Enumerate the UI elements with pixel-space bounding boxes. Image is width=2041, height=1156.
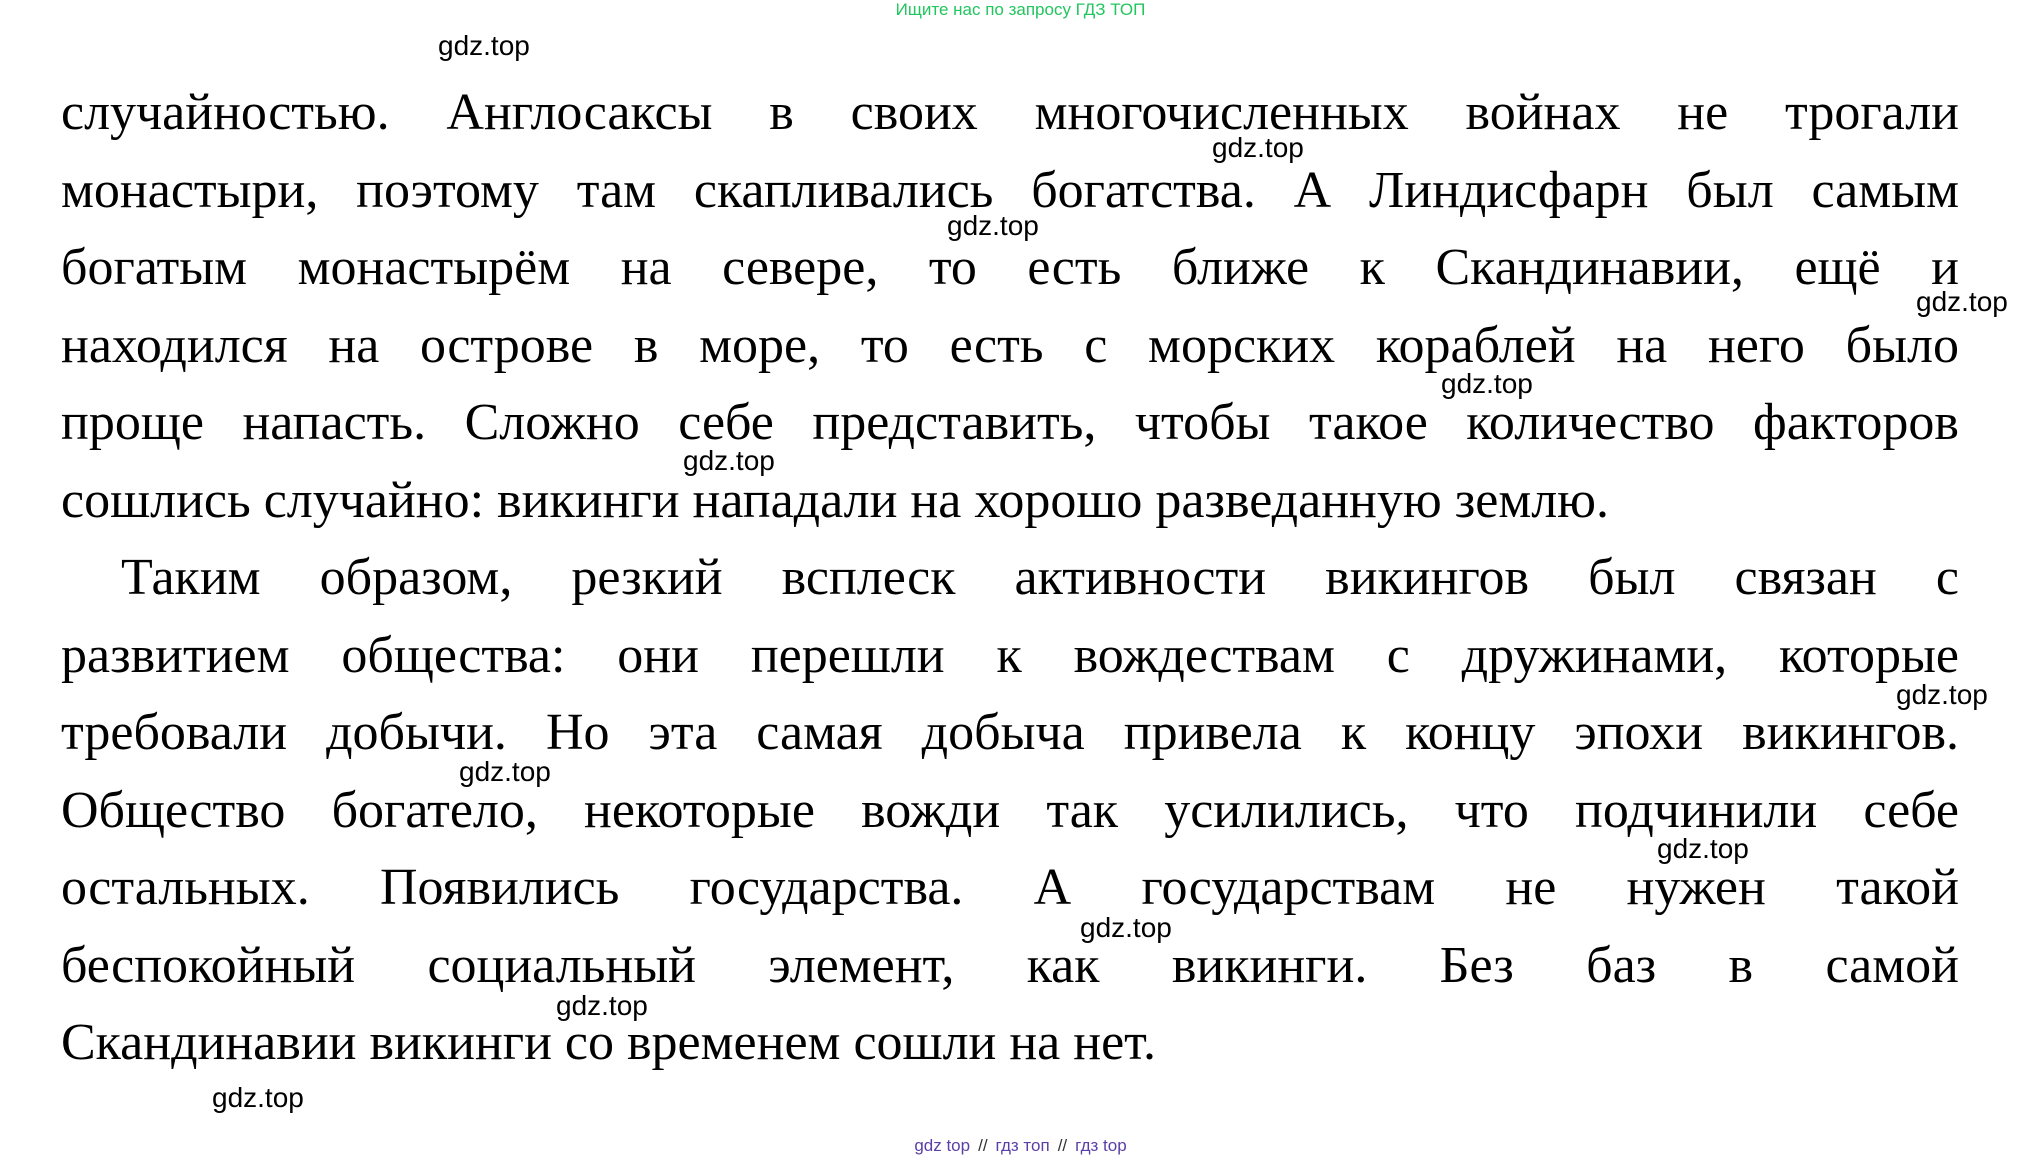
footer-item: gdz top — [914, 1136, 971, 1155]
text-line: богатым монастырём на севере, то есть ближе к Скандинавии, ещё и — [61, 239, 1959, 296]
watermark: gdz.top — [947, 210, 1039, 241]
watermark: gdz.top — [459, 756, 551, 787]
footer-item: гдз top — [1075, 1136, 1127, 1155]
text-line: находился на острове в море, то есть с морских кораблей на него было — [61, 316, 1959, 374]
footer-separator: // — [1057, 1136, 1068, 1155]
watermark: gdz.top — [1212, 132, 1304, 163]
watermark: gdz.top — [1896, 679, 1988, 710]
watermark: gdz.top — [683, 445, 775, 476]
watermark: gdz.top — [1441, 368, 1533, 399]
watermark: gdz.top — [1657, 833, 1749, 864]
text-line: беспокойный социальный элемент, как викинги. Без баз в самой — [61, 936, 1959, 994]
text-line: монастыри, поэтому там скапливались богатства. А Линдисфарн был самым — [61, 161, 1959, 219]
watermark: gdz.top — [556, 990, 648, 1021]
text-line: Скандинавии викинги со временем сошли на нет. — [61, 1014, 1156, 1071]
text-line: сошлись случайно: викинги нападали на хорошо разведанную землю. — [61, 471, 1610, 529]
text-line: случайностью. Англосаксы в своих многочисленных войнах не трогали — [61, 84, 1959, 141]
text-line: остальных. Появились государства. А государствам не нужен такой — [61, 859, 1959, 916]
footer-item: гдз топ — [995, 1136, 1050, 1155]
watermark: gdz.top — [1916, 286, 2008, 317]
text-line: Общество богатело, некоторые вожди так усилились, что подчинили себе — [61, 781, 1959, 839]
watermark: gdz.top — [212, 1082, 304, 1113]
watermark: gdz.top — [1080, 912, 1172, 943]
footer-separator: // — [978, 1136, 988, 1155]
text-line: развитием общества: они перешли к вождествам с дружинами, которые — [61, 626, 1959, 684]
watermark: gdz.top — [438, 30, 530, 61]
text-line: требовали добычи. Но эта самая добыча привела к концу эпохи викингов. — [61, 704, 1959, 761]
top-banner: Ищите нас по запросу ГДЗ ТОП — [895, 0, 1146, 19]
footer — [0, 1136, 2041, 1156]
text-line: Таким образом, резкий всплеск активности викингов был связан с — [121, 549, 1959, 606]
text-line: проще напасть. Сложно себе представить, чтобы такое количество факторов — [61, 394, 1959, 451]
